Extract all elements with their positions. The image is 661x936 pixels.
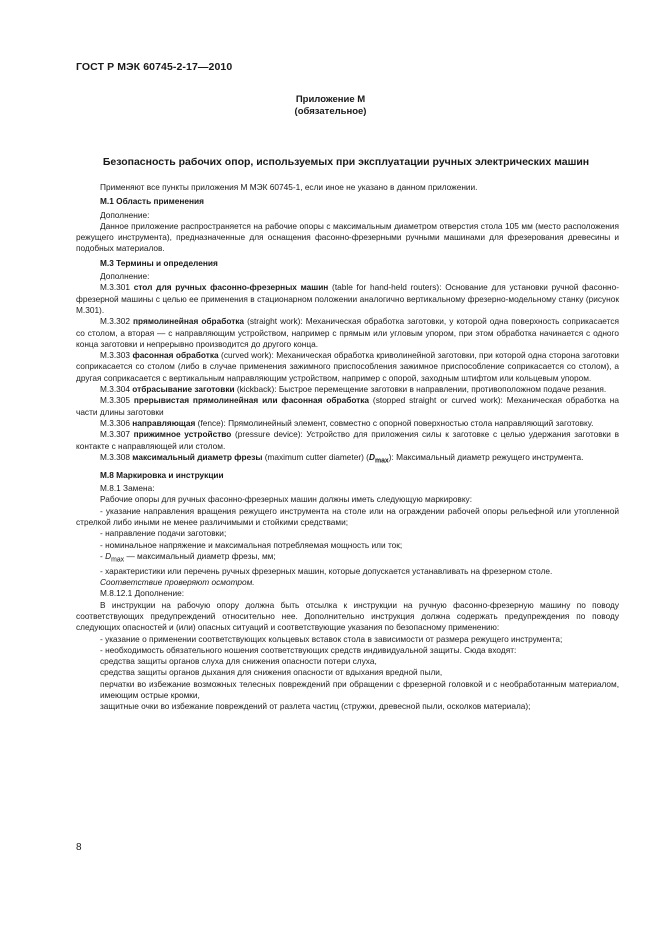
annex-status: (обязательное) (294, 106, 367, 117)
ppe-item: перчатки во избежание возможных телесных повреждений при обращении с фрезерной головкой и с необработанным материалом, имеющим острые кромки, (100, 678, 619, 701)
section-m1-heading: M.1 Область применения (100, 196, 204, 207)
instruction-paragraph: В инструкции на рабочую опору должна быть отсылка к инструкции на ручную фасонно-фрезерную машину по поводу соответствующих предупреждений относительно нее. Дополнительно инструкция должна содержать предупреждения по поводу следующих опасностей и (или) опасных ситуаций и соответствующие указания по безопасному применению: (76, 599, 619, 633)
annex-main-title: Безопасность рабочих опор, используемых при эксплуатации ручных электрических машин (102, 156, 590, 168)
ppe-item: средства защиты органов дыхания для снижения опасности от вдыхания вредной пыли, (100, 667, 443, 678)
term-m3-306: M.3.306 направляющая (fence): Прямолинейный элемент, совместно с опорной поверхностью стола направляющий заготовку. (100, 417, 594, 428)
marking-item: - характеристики или перечень ручных фрезерных машин, которые допускается устанавливать на фрезерном столе. (100, 565, 553, 576)
term-m3-301: M.3.301 стол для ручных фасонно-фрезерных машин (table for hand-held routers): Основание для установки ручной фасонно-фрезерной машины с целью ее применения в стационарном положении аналогично вертикальному фрезерно-модельному станку (рисунок M.301). (76, 282, 619, 315)
document-body (76, 182, 619, 713)
section-m8-intro: Рабочие опоры для ручных фасонно-фрезерных машин должны иметь следующую маркировку: (100, 494, 473, 505)
standard-header: ГОСТ Р МЭК 60745-2-17—2010 (76, 61, 233, 73)
term-m3-308: M.3.308 максимальный диаметр фрезы (maximum cutter diameter) $(D_{max})$: Максимальный диаметр режущего инструмента. (100, 451, 584, 465)
marking-item: - направление подачи заготовки; (100, 528, 227, 539)
section-m1-addition: Дополнение: (100, 209, 150, 220)
instruction-item: - необходимость обязательного ношения соответствующих средств индивидуальной защиты. Сюда входят: (100, 644, 517, 655)
instruction-item: - указание о применении соответствующих кольцевых вставок стола в зависимости от размера режущего инструмента; (100, 633, 563, 644)
section-m8-heading: M.8 Маркировка и инструкции (100, 469, 224, 480)
term-m3-303: M.3.303 фасонная обработка (curved work): Механическая обработка криволинейной заготовки, при которой одна сторона заготовки соприкасается со столом (либо в случае применения зажимного приспособления зажимное приспособление соприкасается со столом), а другая соприкасается с вертикальным направляющим устройством, например с опорой, заходным штифтом или кольцевым упором. (76, 350, 619, 383)
section-m1-text: Данное приложение распространяется на рабочие опоры с максимальным диаметром отверстия стола 105 мм (место расположения режущего инструмента), предназначенные для оснащения фасонно-фрезерными ручными машинами для фрезерования древесины и подобных материалов. (76, 220, 619, 254)
section-m8-1: M.8.1 Замена: (100, 483, 155, 494)
ppe-item: защитные очки во избежание повреждений от разлета частиц (стружки, древесной пыли, осколков материала); (100, 701, 531, 712)
ppe-item: средства защиты органов слуха для снижения опасности потери слуха, (100, 656, 377, 667)
section-m8-12-1: M.8.12.1 Дополнение: (100, 588, 185, 599)
term-m3-307: M.3.307 прижимное устройство (pressure device): Устройство для приложения силы к заготовке с целью удержания заготовки в контакте с направляющей или столом. (76, 429, 620, 451)
marking-item: - номинальное напряжение и максимальная потребляемая мощность или ток; (100, 539, 403, 550)
section-m3-heading: M.3 Термины и определения (100, 257, 218, 268)
term-m3-302: M.3.302 прямолинейная обработка (straight work): Механическая обработка заготовки, у которой одна поверхность соприкасается со столом, а вторая — с направляющим устройством, например с прямым или угловым упором, при этом обработка начинается с одного конца заготовки и непрерывно производится до другого конца. (76, 316, 619, 349)
term-m3-304: M.3.304 отбрасывание заготовки (kickback): Быстрое перемещение заготовки в направлении, противоположном подаче резания. (100, 384, 607, 395)
section-m3-addition: Дополнение: (100, 271, 150, 282)
page-number: 8 (76, 842, 82, 853)
annex-title: Приложение M (295, 94, 366, 105)
annex-heading (0, 94, 661, 118)
compliance-note: Соответствие проверяют осмотром. (100, 577, 255, 588)
marking-item-dmax: - $D_{max}$ — максимальный диаметр фрезы, мм; (100, 550, 276, 564)
marking-item: - указание направления вращения режущего инструмента на столе или на ограждении рабочей опоры рельефной или утопленной стрелкой либо иными не менее различимыми и стойкими средствами; (76, 505, 619, 527)
term-m3-305: M.3.305 прерывистая прямолинейная или фасонная обработка (stopped straight or curved work): Механическая обработка на части длины заготовки (76, 395, 619, 417)
intro-paragraph: Применяют все пункты приложения M МЭК 60745-1, если иное не указано в данном приложении. (100, 182, 478, 192)
